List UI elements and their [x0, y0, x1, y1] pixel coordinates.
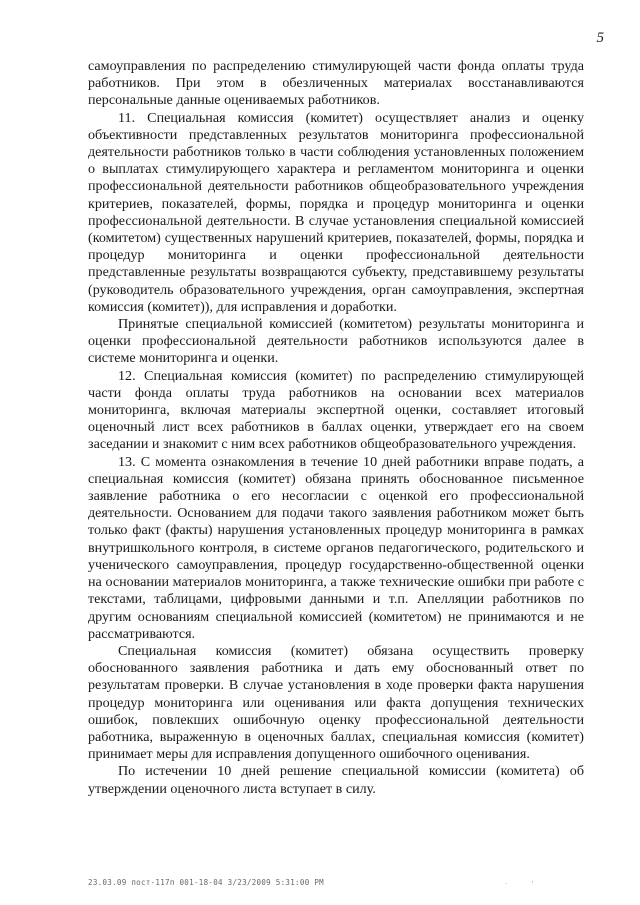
paragraph-clause-11: 11. Специальная комиссия (комитет) осуществляет анализ и оценку объективности представленных результатов мониторинга профессиональной деятельности работников только в части соблюдения установленных положением о выплатах стимулирующего характера и регламентом мониторинга и оценки профессиональной деятельности работников общеобразовательного учреждения критериев, показателей, формы, порядка и процедур мониторинга и оценки профессиональной деятельности. В случае установления специальной комиссией (комитетом) существенных нарушений критериев, показателей, формы, порядка и процедур мониторинга и оценки профессиональной деятельности представленные результаты возвращаются субъекту, представившему результаты (руководитель образовательного учреждения, орган самоуправления, экспертная комиссия (комитет)), для исправления и доработки.	[88, 109, 584, 315]
document-body	[88, 58, 584, 798]
page-number: 5	[596, 30, 604, 46]
footer-file-stamp: 23.03.09 пост-117п 001-18-04 3/23/2009 5:31:00 PM	[88, 878, 324, 887]
paragraph: Принятые специальной комиссией (комитетом) результаты мониторинга и оценки профессиональной деятельности работников используются далее в системе мониторинга и оценки.	[88, 316, 584, 367]
paragraph-clause-13: 13. С момента ознакомления в течение 10 дней работники вправе подать, а специальная комиссия (комитет) обязана принять обоснованное письменное заявление работника о его несогласии с оценкой его профессиональной деятельности. Основанием для подачи такого заявления работником может быть только факт (факты) нарушения установленных процедур мониторинга в рамках внутришкольного контроля, в системе органов педагогического, родительского и ученического самоуправления, процедур государственно-общественной оценки на основании материалов мониторинга, а также технические ошибки при работе с текстами, таблицами, цифровыми данными и т.п. Апелляции работников по другим основаниям специальной комиссией (комитетом) не принимаются и не рассматриваются.	[88, 453, 584, 642]
paragraph-clause-12: 12. Специальная комиссия (комитет) по распределению стимулирующей части фонда оплаты труда работников на основании всех материалов мониторинга, включая материалы экспертной оценки, составляет итоговый оценочный лист всех работников в баллах оценки, утверждает его на своем заседании и знакомит с ним всех работников общеобразовательного учреждения.	[88, 367, 584, 453]
paragraph: По истечении 10 дней решение специальной комиссии (комитета) об утверждении оценочного листа вступает в силу.	[88, 763, 584, 797]
paragraph: Специальная комиссия (комитет) обязана осуществить проверку обоснованного заявления работника и дать ему обоснованный ответ по результатам проверки. В случае установления в ходе проверки факта нарушения процедур мониторинга или оценивания или факта допущения технических ошибок, повлекших ошибочную оценку профессиональной деятельности работника, выраженную в оценочных баллах, специальная комиссия (комитет) принимает меры для исправления допущенного ошибочного оценивания.	[88, 642, 584, 763]
scan-artifacts: · '	[505, 880, 534, 888]
paragraph: самоуправления по распределению стимулирующей части фонда оплаты труда работников. При этом в обезличенных материалах восстанавливаются персональные данные оцениваемых работников.	[88, 58, 584, 109]
